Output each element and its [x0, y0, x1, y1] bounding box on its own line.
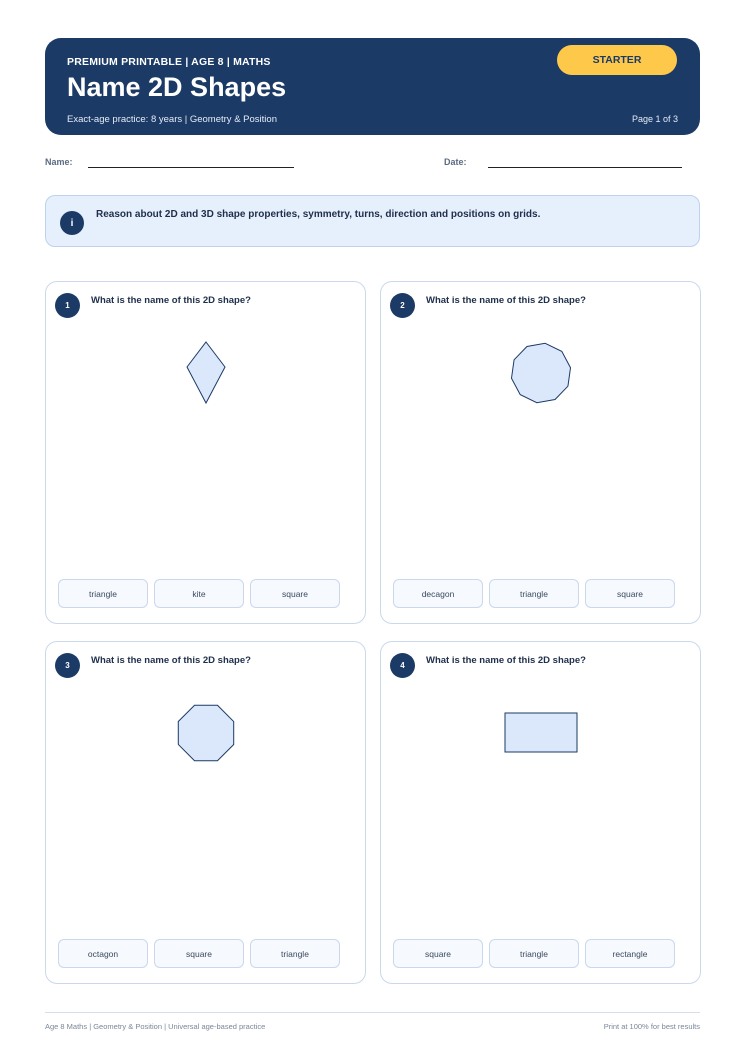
answer-option[interactable]: square: [154, 939, 244, 968]
question-card-4: [380, 641, 701, 984]
header-subtitle: Exact-age practice: 8 years | Geometry & Position: [67, 114, 277, 125]
page-title: Name 2D Shapes: [67, 72, 287, 102]
answer-option[interactable]: decagon: [393, 579, 483, 608]
info-text: Reason about 2D and 3D shape properties, symmetry, turns, direction and positions on grids.: [96, 209, 541, 220]
kite-icon: [187, 342, 225, 403]
question-text: What is the name of this 2D shape?: [426, 655, 586, 666]
answer-option[interactable]: triangle: [489, 939, 579, 968]
question-number: 4: [390, 653, 415, 678]
answer-option[interactable]: triangle: [489, 579, 579, 608]
answer-option[interactable]: kite: [154, 579, 244, 608]
answer-option[interactable]: rectangle: [585, 939, 675, 968]
decagon-shape: [381, 282, 702, 572]
question-number: 2: [390, 293, 415, 318]
name-label: Name:: [45, 157, 73, 167]
answer-option[interactable]: triangle: [58, 579, 148, 608]
footer-left-text: Age 8 Maths | Geometry & Position | Universal age-based practice: [45, 1022, 266, 1031]
info-box: [45, 195, 700, 247]
worksheet-header: [45, 38, 700, 135]
answer-option[interactable]: square: [585, 579, 675, 608]
question-card-1: [45, 281, 366, 624]
kite-shape: [46, 282, 367, 572]
answer-options: [58, 579, 340, 608]
question-text: What is the name of this 2D shape?: [91, 655, 251, 666]
question-text: What is the name of this 2D shape?: [91, 295, 251, 306]
page-number: Page 1 of 3: [631, 114, 678, 124]
date-line[interactable]: [488, 167, 682, 168]
answer-options: [393, 579, 675, 608]
question-card-3: [45, 641, 366, 984]
question-number: 1: [55, 293, 80, 318]
rectangle-icon: [505, 713, 577, 752]
question-number: 3: [55, 653, 80, 678]
rectangle-shape: [381, 642, 702, 932]
decagon-icon: [509, 339, 574, 406]
answer-option[interactable]: octagon: [58, 939, 148, 968]
level-badge: STARTER: [557, 45, 677, 75]
question-card-2: [380, 281, 701, 624]
answer-option[interactable]: square: [393, 939, 483, 968]
answer-options: [58, 939, 340, 968]
answer-option[interactable]: triangle: [250, 939, 340, 968]
footer-right-text: Print at 100% for best results: [603, 1022, 700, 1031]
header-eyebrow: PREMIUM PRINTABLE | AGE 8 | MATHS: [67, 56, 271, 68]
info-icon: i: [60, 211, 84, 235]
question-text: What is the name of this 2D shape?: [426, 295, 586, 306]
octagon-shape: [46, 642, 367, 932]
octagon-icon: [167, 694, 245, 772]
footer-divider: [45, 1012, 700, 1013]
date-label: Date:: [444, 157, 467, 167]
name-line[interactable]: [88, 167, 294, 168]
answer-options: [393, 939, 675, 968]
answer-option[interactable]: square: [250, 579, 340, 608]
